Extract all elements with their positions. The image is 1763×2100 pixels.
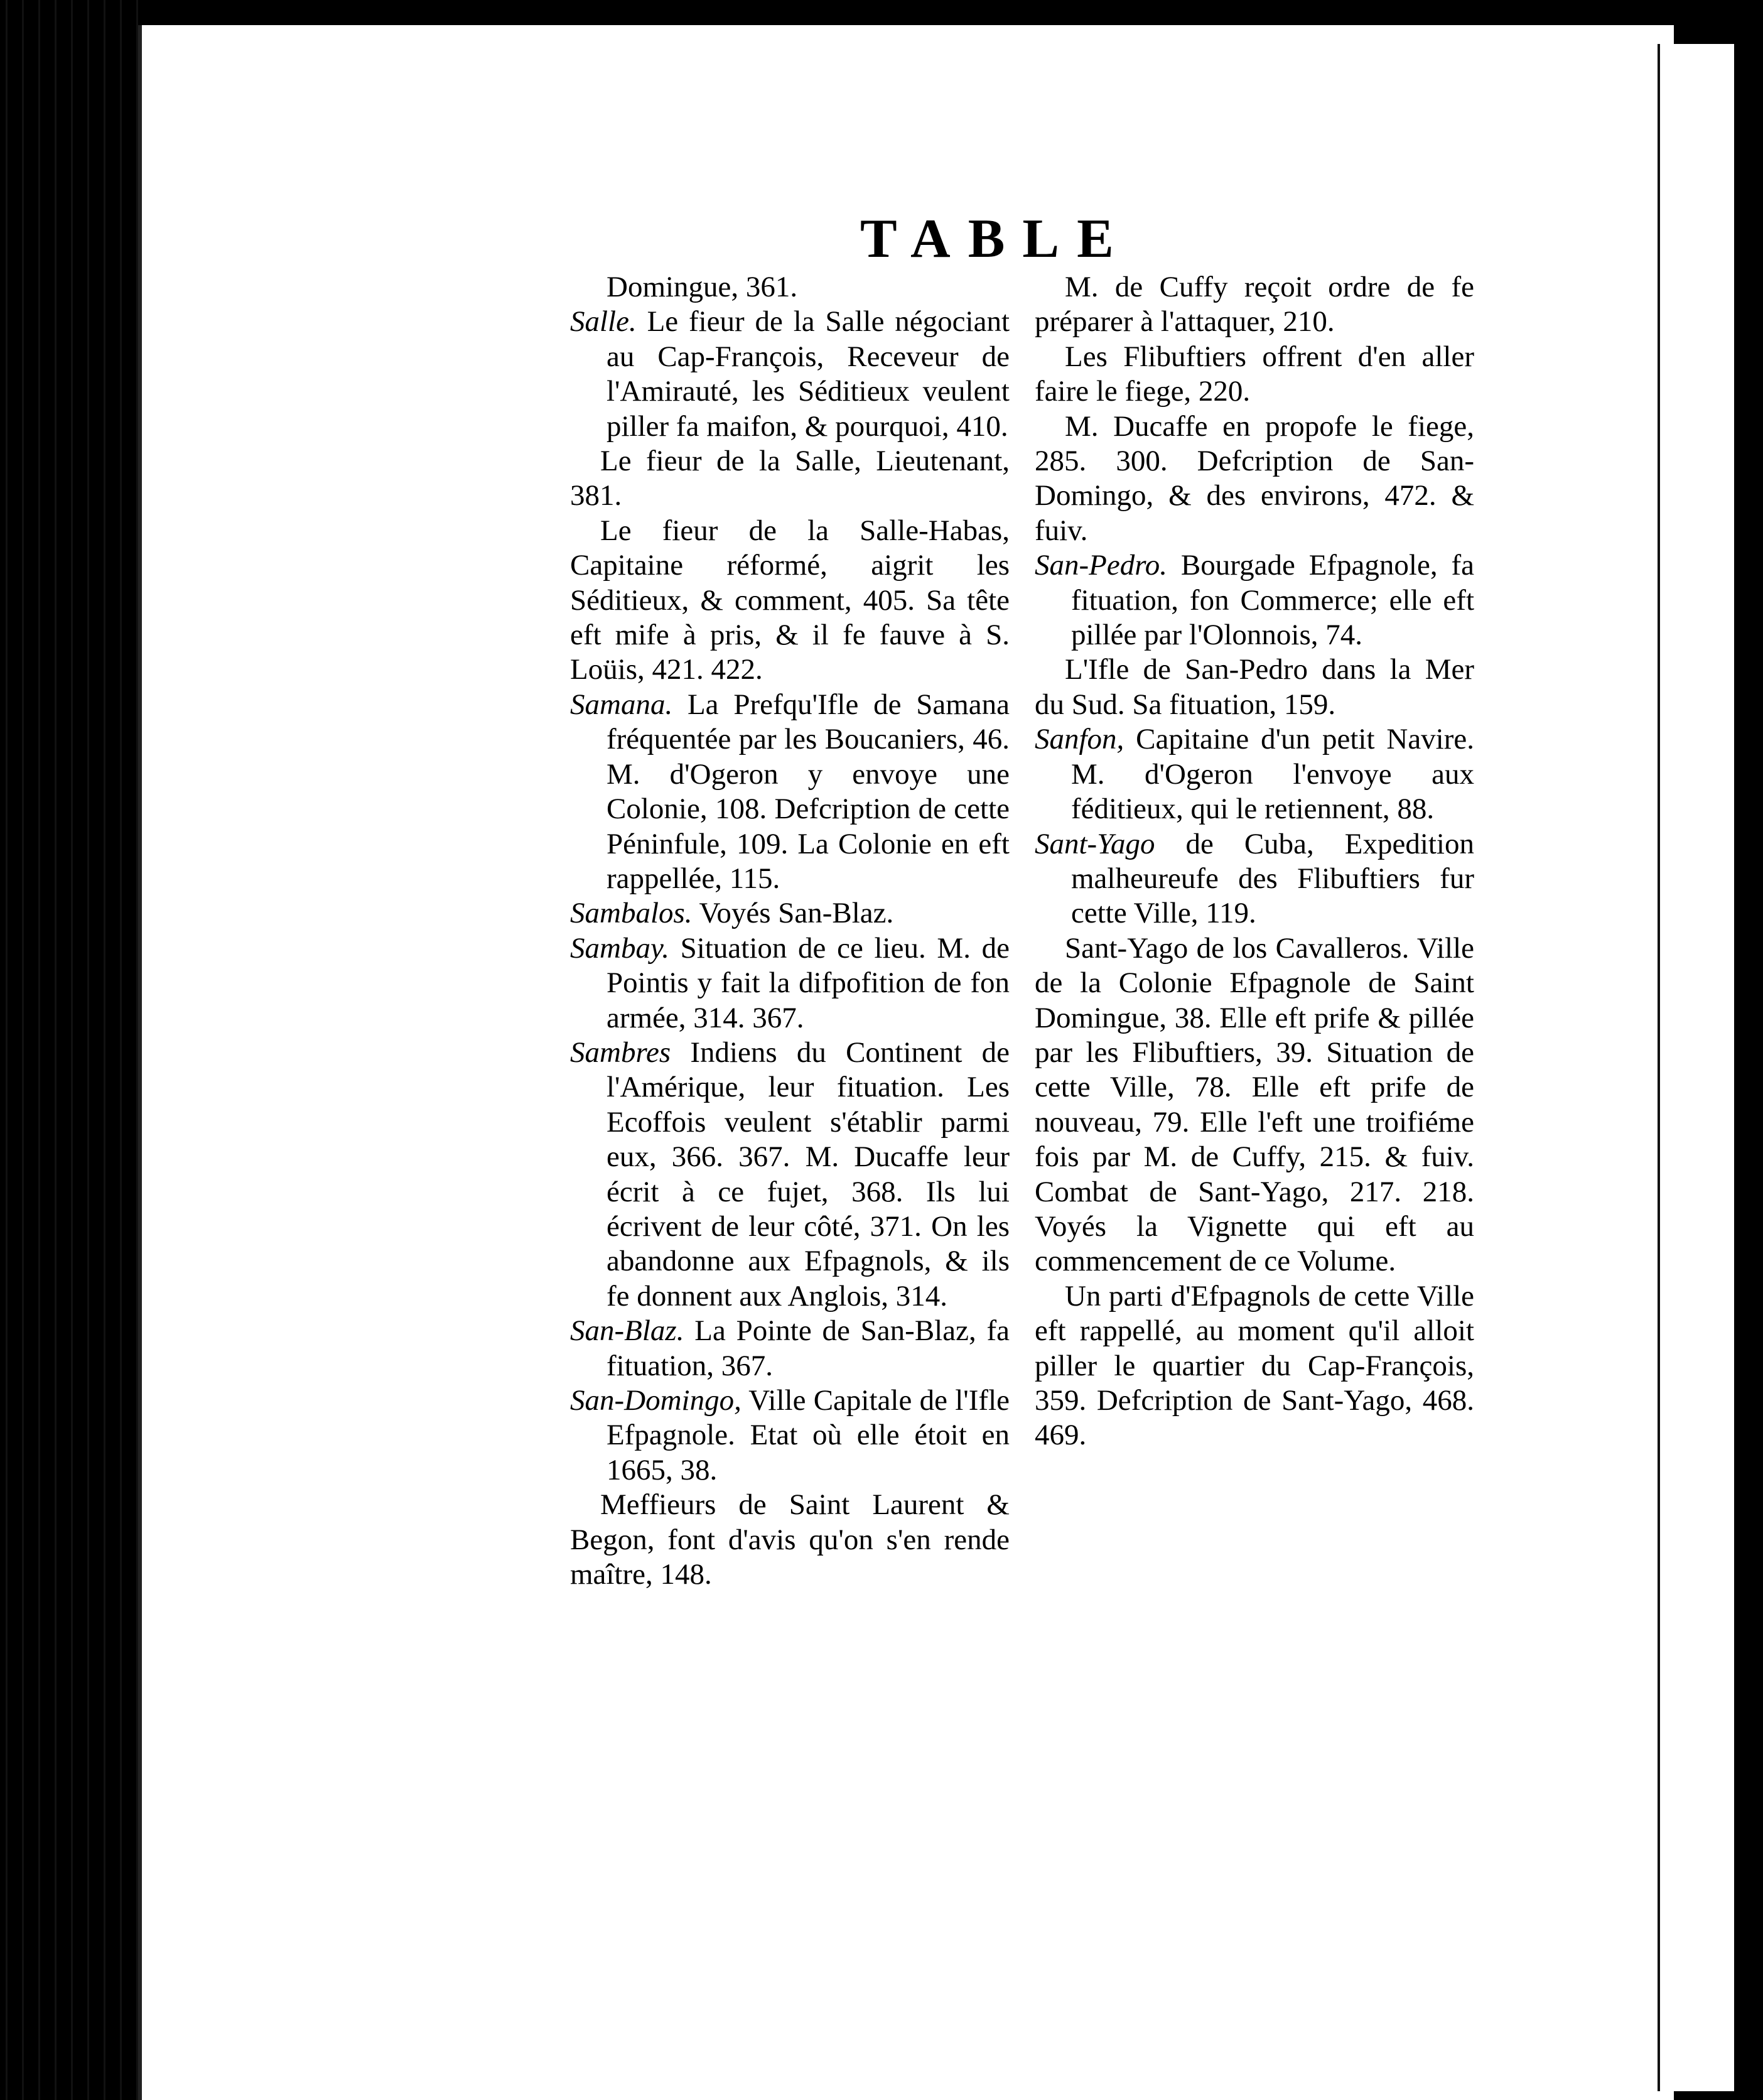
entry-text: L'Ifle de San-Pedro dans la Mer du Sud. Sa fituation, 159. xyxy=(1035,653,1474,721)
entry-text: de Cuba, Expedition malheureufe des Flibuftiers fur cette Ville, 119. xyxy=(1071,827,1474,930)
index-entry xyxy=(1035,722,1474,826)
index-column-left xyxy=(570,270,1010,1592)
index-entry xyxy=(570,1488,1010,1592)
index-entry xyxy=(570,1383,1010,1488)
index-entry xyxy=(570,305,1010,444)
facing-page-edge xyxy=(1658,44,1734,2091)
index-entry xyxy=(1035,270,1474,340)
index-entry xyxy=(570,514,1010,688)
entry-text: Indiens du Continent de l'Amérique, leur fituation. Les Ecoffois veulent s'établir parmi eux, 366. 367. M. Ducaffe leur écrit à ce fujet, 368. Ils lui écrivent de leur côté, 371. On les abandonne aux Efpagnols, & ils fe donnent aux Anglois, 314. xyxy=(607,1036,1010,1312)
entry-text: Un parti d'Efpagnols de cette Ville eft rappellé, au moment qu'il alloit piller le quartier du Cap-François, 359. Defcription de Sant-Yago, 468. 469. xyxy=(1035,1279,1474,1452)
index-entry xyxy=(1035,548,1474,652)
entry-text: Situation de ce lieu. M. de Pointis y fait la difpofition de fon armée, 314. 367. xyxy=(607,931,1010,1034)
entry-text: Meffieurs de Saint Laurent & Begon, font d'avis qu'on s'en rende maître, 148. xyxy=(570,1488,1010,1591)
entry-text: La Prefqu'Ifle de Samana fréquentée par les Boucaniers, 46. M. d'Ogeron y envoye une Colonie, 108. Defcription de cette Péninfule, 109. La Colonie en eft rappellée, 115. xyxy=(607,688,1010,895)
entry-text: Bourgade Efpagnole, fa fituation, fon Commerce; elle eft pillée par l'Olonnois, 74. xyxy=(1071,549,1474,652)
entry-headword: San-Domingo, xyxy=(570,1384,741,1417)
entry-headword: San-Blaz. xyxy=(570,1314,684,1348)
entry-headword: Sambalos. xyxy=(570,897,693,930)
index-column-right xyxy=(1035,270,1474,1453)
entry-text: M. de Cuffy reçoit ordre de fe préparer à l'attaquer, 210. xyxy=(1035,271,1474,338)
entry-headword: Sambay. xyxy=(570,931,669,965)
entry-headword: Sambres xyxy=(570,1036,671,1069)
entry-text: Domingue, 361. xyxy=(607,271,798,303)
entry-headword: Salle. xyxy=(570,305,637,338)
entry-headword: Sant-Yago xyxy=(1035,827,1155,860)
entry-text: La Pointe de San-Blaz, fa fituation, 367. xyxy=(607,1314,1010,1382)
index-entry xyxy=(570,688,1010,896)
entry-text: Ville Capitale de l'Ifle Efpagnole. Etat où elle étoit en 1665, 38. xyxy=(607,1384,1010,1486)
book-spine xyxy=(0,0,138,2100)
index-entry xyxy=(1035,340,1474,409)
entry-headword: Sanfon, xyxy=(1035,723,1124,756)
index-entry xyxy=(570,1314,1010,1383)
entry-text: Le fieur de la Salle, Lieutenant, 381. xyxy=(570,445,1010,512)
entry-headword: San-Pedro. xyxy=(1035,549,1168,582)
entry-headword: Samana. xyxy=(570,688,673,721)
entry-text: Le fieur de la Salle négociant au Cap-François, Receveur de l'Amirauté, les Séditieux veulent piller fa maifon, & pourquoi, 410. xyxy=(607,305,1010,443)
entry-text: Le fieur de la Salle-Habas, Capitaine réformé, aigrit les Séditieux, & comment, 405. Sa tête eft mife à pris, & il fe fauve à S. Loüis, 421. 422. xyxy=(570,514,1010,686)
index-entry xyxy=(1035,652,1474,722)
index-entry xyxy=(570,1036,1010,1314)
index-entry xyxy=(570,270,1010,305)
index-entry xyxy=(570,896,1010,931)
entry-text: Capitaine d'un petit Navire. M. d'Ogeron l'envoye aux féditieux, qui le retiennent, 88. xyxy=(1071,723,1474,826)
page-heading: TABLE xyxy=(860,208,1131,269)
index-entry xyxy=(1035,1279,1474,1453)
entry-text: Sant-Yago de los Cavalleros. Ville de la Colonie Efpagnole de Saint Domingue, 38. Elle eft prife & pillée par les Flibuftiers, 39. Situation de cette Ville, 78. Elle eft prife de nouveau, 79. Elle l'eft une troifiéme fois par M. de Cuffy, 215. & fuiv. Combat de Sant-Yago, 217. 218. Voyés la Vignette qui eft au commencement de ce Volume. xyxy=(1035,931,1474,1278)
index-entry xyxy=(570,444,1010,514)
index-entry xyxy=(1035,409,1474,549)
entry-text: Voyés San-Blaz. xyxy=(692,897,894,930)
index-entry xyxy=(570,931,1010,1036)
index-entry xyxy=(1035,931,1474,1279)
index-entry xyxy=(1035,827,1474,931)
entry-text: M. Ducaffe en propofe le fiege, 285. 300. Defcription de San-Domingo, & des environs, 472. & fuiv. xyxy=(1035,409,1474,547)
entry-text: Les Flibuftiers offrent d'en aller faire le fiege, 220. xyxy=(1035,340,1474,408)
